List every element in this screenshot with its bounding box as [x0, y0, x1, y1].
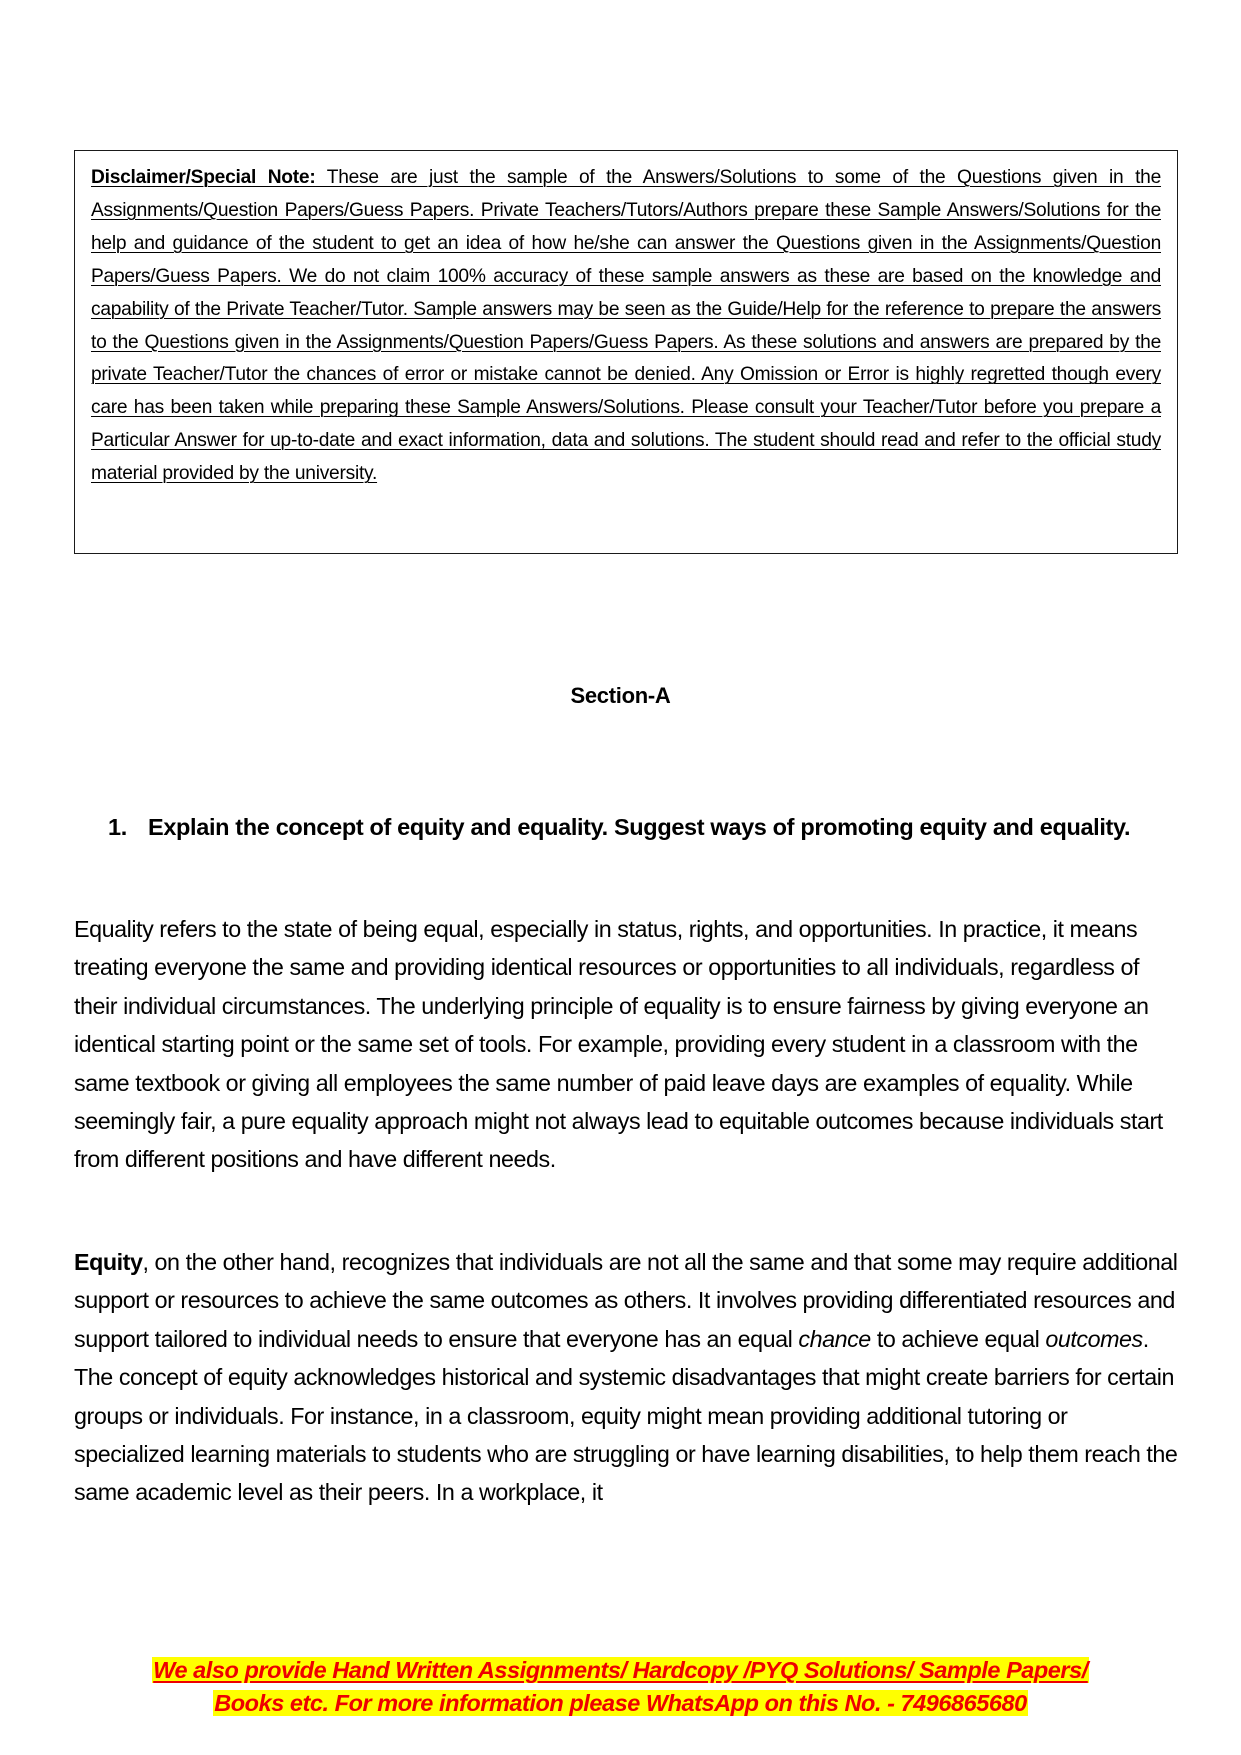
- emphasis-outcomes: outcomes: [1045, 1325, 1143, 1352]
- footer-promo-line-2: Books etc. For more information please WhatsApp on this No. - 7496865680: [214, 1690, 1027, 1716]
- disclaimer-box: [74, 150, 1178, 554]
- equity-term: Equity: [74, 1249, 143, 1275]
- question-number: 1.: [108, 814, 127, 840]
- answer-paragraph-equality: Equality refers to the state of being equal, especially in status, rights, and opportunities. In practice, it means treating everyone the same and providing identical resources or opportunities to all individuals, regardless of their individual circumstances. The underlying principle of equality is to ensure fairness by giving everyone an identical starting point or the same set of tools. For example, providing every student in a classroom with the same textbook or giving all employees the same number of paid leave days are examples of equality. While seemingly fair, a pure equality approach might not always lead to equitable outcomes because individuals start from different positions and have different needs.: [74, 916, 1163, 1173]
- emphasis-chance: chance: [798, 1325, 871, 1352]
- paragraph-text: to achieve equal: [870, 1325, 1046, 1352]
- footer-promo: [0, 1654, 1241, 1720]
- footer-promo-line-1: We also provide Hand Written Assignments/ Hardcopy /PYQ Solutions/ Sample Papers/: [153, 1657, 1088, 1683]
- disclaimer-body: These are just the sample of the Answers/Solutions to some of the Questions given in the Assignments/Question Papers/Guess Papers. Private Teachers/Tutors/Authors prepare these Sample Answers/Solutions for the help and guidance of the student to get an idea of how he/she can answer the Questions given in the Assignments/Question Papers/Guess Papers. We do not claim 100% accuracy of these sample answers as these are based on the knowledge and capability of the Private Teacher/Tutor. Sample answers may be seen as the Guide/Help for the reference to prepare the answers to the Questions given in the Assignments/Question Papers/Guess Papers. As these solutions and answers are prepared by the private Teacher/Tutor the chances of error or mistake cannot be denied. Any Omission or Error is highly regretted though every care has been taken while preparing these Sample Answers/Solutions. Please consult your Teacher/Tutor before you prepare a Particular Answer for up-to-date and exact information, data and solutions. The student should read and refer to the official study material provided by the university.: [91, 167, 1162, 485]
- question-item: [108, 808, 1178, 846]
- answer-paragraph-equity: [74, 1243, 1182, 1512]
- paragraph-text: . The concept of equity acknowledges historical and systemic disadvantages that might create barriers for certain groups or individuals. For instance, in a classroom, equity might mean providing additional tutoring or specialized learning materials to students who are struggling or have learning disabilities, to help them reach the same academic level as their peers. In a workplace, it: [74, 1325, 1178, 1506]
- paragraph-text: , on the other hand, recognizes that individuals are not all the same and that some may require additional support or resources to achieve the same outcomes as others. It involves providing differentiated resources and support tailored to individual needs to ensure that everyone has an equal: [74, 1249, 1178, 1352]
- disclaimer-text: [91, 162, 1161, 491]
- disclaimer-label: Disclaimer/Special Note:: [91, 167, 316, 188]
- question-text: Explain the concept of equity and equality. Suggest ways of promoting equity and equality.: [148, 814, 1131, 840]
- section-heading: Section-A: [570, 683, 671, 708]
